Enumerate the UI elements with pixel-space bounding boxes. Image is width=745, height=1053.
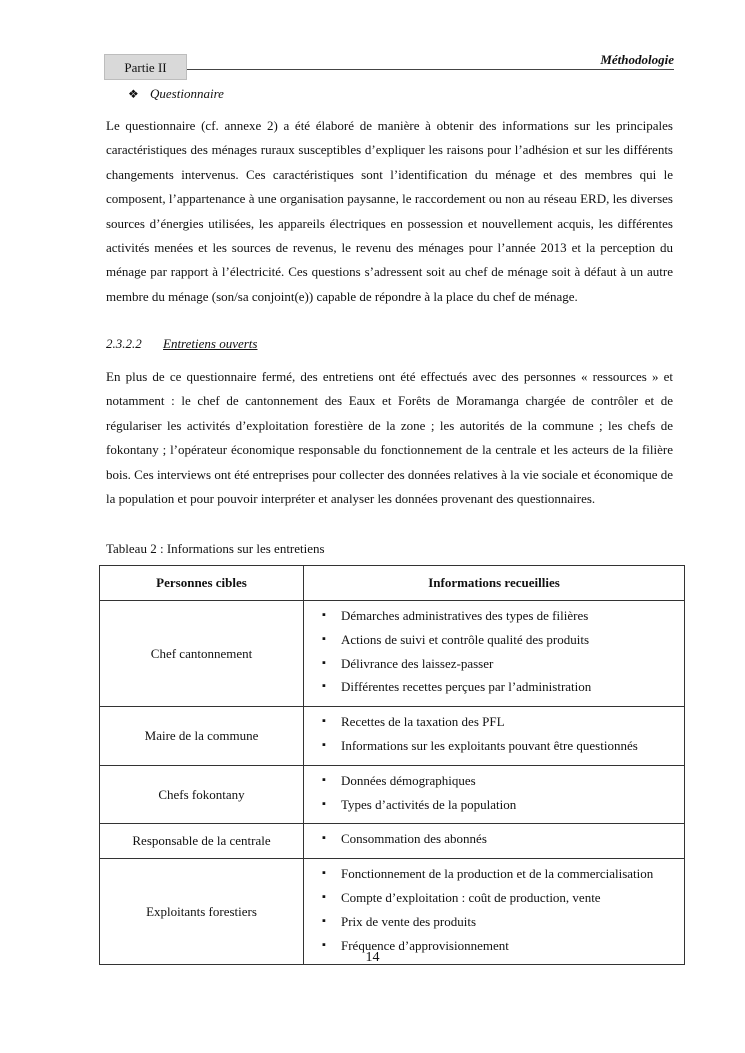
list-item: ▪ Délivrance des laissez-passer [305,652,683,676]
list-item: ▪ Données démographiques [305,769,683,793]
info-cell [304,765,685,824]
list-item: ▪ Compte d’exploitation : coût de production, vente [305,886,683,910]
header-cell-persons: Personnes cibles [100,566,304,601]
info-list [305,767,683,823]
person-cell: Chef cantonnement [100,601,304,707]
table-header-row [100,566,685,601]
table-row [100,824,685,859]
person-cell: Chefs fokontany [100,765,304,824]
section-bullet-heading [128,86,224,102]
info-list [305,825,683,857]
list-item: ▪ Actions de suivi et contrôle qualité des produits [305,628,683,652]
table-row [100,707,685,766]
info-cell [304,601,685,707]
table-caption: Tableau 2 : Informations sur les entretiens [106,541,325,556]
info-list [305,602,683,705]
header-rule [187,69,674,70]
list-item: ▪ Prix de vente des produits [305,910,683,934]
diamond-bullet-icon: ❖ [128,87,139,101]
list-item: ▪ Recettes de la taxation des PFL [305,710,683,734]
interviews-table [99,565,685,965]
chapter-title: Méthodologie [600,52,674,67]
table-row [100,765,685,824]
subsection-number: 2.3.2.2 [106,336,142,351]
list-item: ▪ Fréquence d’approvisionnement [305,934,683,958]
paragraph-entretiens [106,365,673,511]
info-cell [304,707,685,766]
list-item: ▪ Consommation des abonnés [305,827,683,851]
info-list [305,860,683,963]
page-number: 14 [365,950,380,965]
list-item: ▪ Différentes recettes perçues par l’administration [305,675,683,699]
paragraph-questionnaire [106,114,673,309]
paragraph-text: Le questionnaire (cf. annexe 2) a été élaboré de manière à obtenir des informations sur les principales caractéristiques des ménages ruraux susceptibles d’expliquer les raisons pour l’adhésion et sur les différents changements intervenus. Ces caractéristiques sont l’identification du ménage et des membres qui le composent, l’appartenance à une organisation paysanne, le raccordement ou non au réseau ERD, les diverses sources d’énergies utilisées, les appareils électriques en possession et nouvellement acquis, les différentes activités menées et les sources de revenus, le revenu des ménages pour l’année 2013 et la perception du ménage par rapport à l’électricité. Ces questions s’adressent soit au chef de ménage soit à défaut à un autre membre du ménage (son/sa conjoint(e)) capable de répondre à la place du chef de ménage. [106,118,673,304]
info-cell [304,824,685,859]
table-row [100,601,685,707]
info-list [305,708,683,764]
list-item: ▪ Informations sur les exploitants pouvant être questionnés [305,734,683,758]
subsection-heading [106,336,257,352]
list-item: ▪ Types d’activités de la population [305,793,683,817]
section-bullet-title: Questionnaire [150,86,224,101]
person-cell: Responsable de la centrale [100,824,304,859]
header-cell-info: Informations recueillies [304,566,685,601]
list-item: ▪ Fonctionnement de la production et de la commercialisation [305,862,683,886]
subsection-title: Entretiens ouverts [163,336,258,351]
info-cell [304,859,685,965]
paragraph-text: En plus de ce questionnaire fermé, des entretiens ont été effectués avec des personnes « ressources » et notamment : le chef de cantonnement des Eaux et Forêts de Moramanga chargée de contrôler et de régulariser les activités d’exploitation forestière de la zone ; les autorités de la commune ; les chefs de fokontany ; l’opérateur économique responsable du fonctionnement de la centrale et les acteurs de la filière bois. Ces interviews ont été entreprises pour collecter des données relatives à la vie sociale et économique de la population et pour pouvoir interpréter et analyser les données provenant des questionnaires. [106,369,673,507]
list-item: ▪ Démarches administratives des types de filières [305,604,683,628]
person-cell: Exploitants forestiers [100,859,304,965]
person-cell: Maire de la commune [100,707,304,766]
table-row [100,859,685,965]
part-tab: Partie II [104,54,187,80]
